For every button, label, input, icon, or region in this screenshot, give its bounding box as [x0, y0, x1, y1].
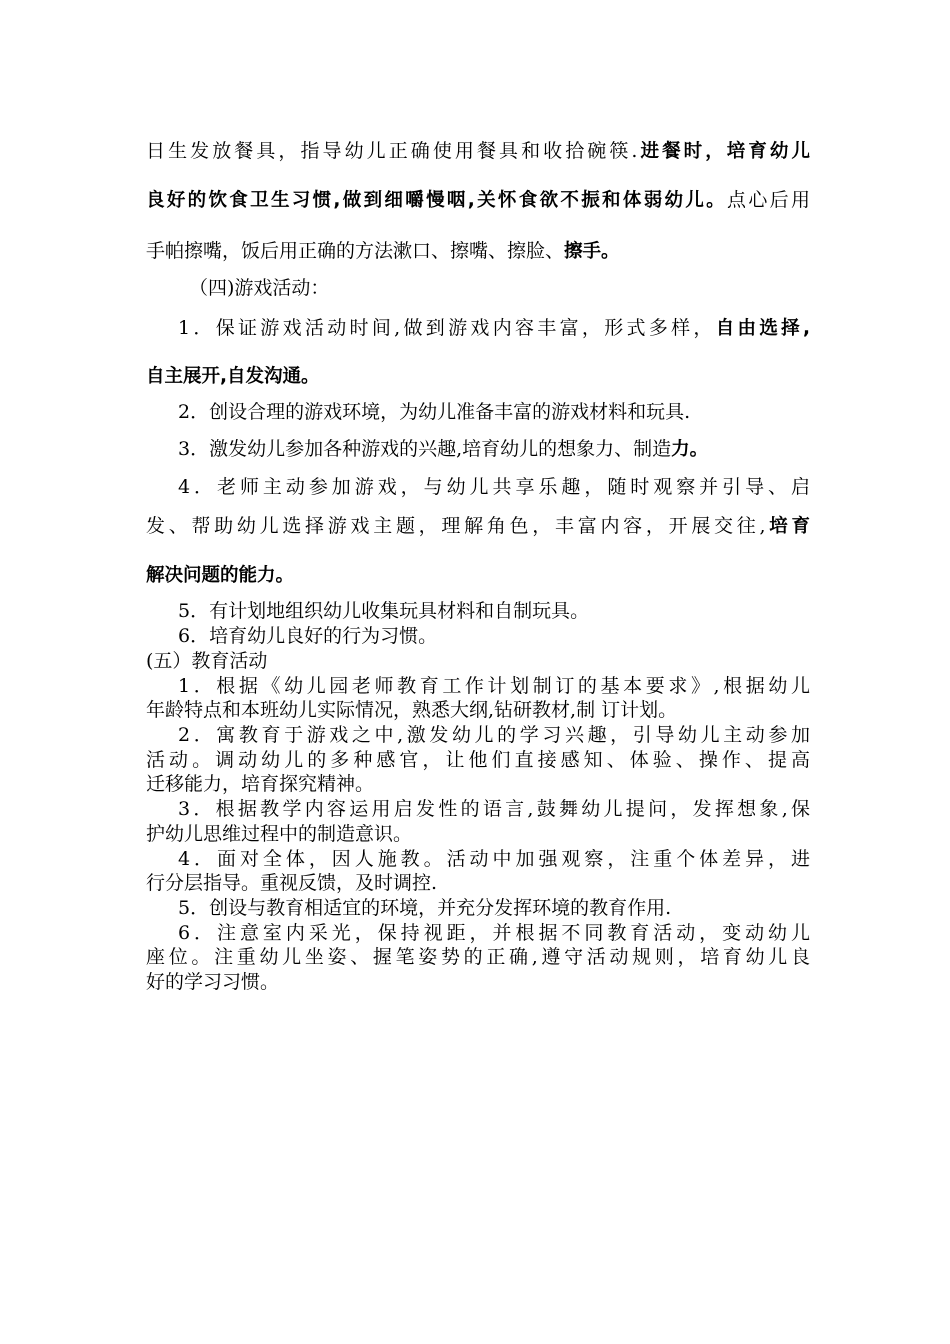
list-item [178, 316, 810, 341]
list-item-continuation: 护幼儿思维过程中的制造意识。 [146, 823, 413, 845]
text-run: 1．保证游戏活动时间,做到游戏内容丰富，形式多样， [178, 317, 716, 339]
text-run: 进餐时，培育幼儿 [637, 141, 810, 162]
list-item-continuation: 行分层指导。重视反馈，及时调控. [146, 872, 438, 894]
section-heading-education: (五）教育活动 [146, 650, 268, 672]
list-item: 2．寓教育于游戏之中,激发幼儿的学习兴趣，引导幼儿主动参加 [178, 724, 810, 746]
list-item: 5．创设与教育相适宜的环境，并充分发挥环境的教育作用. [178, 897, 672, 919]
list-item: 4．老师主动参加游戏，与幼儿共享乐趣，随时观察并引导、启 [178, 476, 810, 498]
list-item: 3．根据教学内容运用启发性的语言,鼓舞幼儿提问，发挥想象,保 [178, 798, 810, 820]
paragraph-line [146, 139, 810, 164]
text-run: 日生发放餐具，指导幼儿正确使用餐具和收拾碗筷. [146, 140, 638, 162]
list-item-continuation: 自主展开,自发沟通。 [146, 366, 320, 387]
list-item-continuation: 解决问题的能力。 [146, 565, 295, 586]
list-item-continuation: 迁移能力，培育探究精神。 [146, 773, 375, 795]
list-item: 5．有计划地组织幼儿收集玩具材料和自制玩具。 [178, 600, 590, 622]
list-item-continuation: 好的学习习惯。 [146, 971, 280, 993]
text-run: 自由选择, [715, 318, 810, 339]
list-item: 1．根据《幼儿园老师教育工作计划制订的基本要求》,根据幼儿 [178, 675, 810, 697]
text-run: 3．激发幼儿参加各种游戏的兴趣,培育幼儿的想象力、制造 [178, 438, 672, 460]
paragraph-line [146, 239, 810, 264]
list-item: 6．培育幼儿良好的行为习惯。 [178, 625, 438, 647]
text-run: 点心后用 [727, 189, 810, 211]
list-item [178, 437, 810, 462]
paragraph-line [146, 188, 810, 213]
list-item: 6．注意室内采光，保持视距，并根据不同教育活动，变动幼儿 [178, 922, 810, 944]
text-run: 培育 [765, 516, 810, 537]
list-item-continuation [146, 514, 810, 539]
text-run: 良好的饮食卫生习惯,做到细嚼慢咽,关怀食欲不振和体弱幼儿。 [146, 190, 728, 211]
list-item: 4．面对全体，因人施教。活动中加强观察，注重个体差异，进 [178, 848, 810, 870]
text-run: 擦手。 [564, 241, 620, 262]
text-run: 发、帮助幼儿选择游戏主题，理解角色，丰富内容，开展交往, [146, 515, 766, 537]
list-item: 2．创设合理的游戏环境，为幼儿准备丰富的游戏材料和玩具. [178, 401, 691, 423]
section-heading-game: （四)游戏活动： [189, 277, 330, 299]
list-item-continuation: 年龄特点和本班幼儿实际情况，熟悉大纲,钻研教材,制 订计划。 [146, 699, 678, 721]
list-item-continuation: 活动。调动幼儿的多种感官，让他们直接感知、体验、操作、提高 [146, 749, 810, 771]
text-run: 力。 [671, 439, 709, 460]
list-item-continuation: 座位。注重幼儿坐姿、握笔姿势的正确,遵守活动规则，培育幼儿良 [146, 946, 810, 968]
text-run: 手帕擦嘴，饭后用正确的方法漱口、擦嘴、擦脸、 [146, 240, 565, 262]
